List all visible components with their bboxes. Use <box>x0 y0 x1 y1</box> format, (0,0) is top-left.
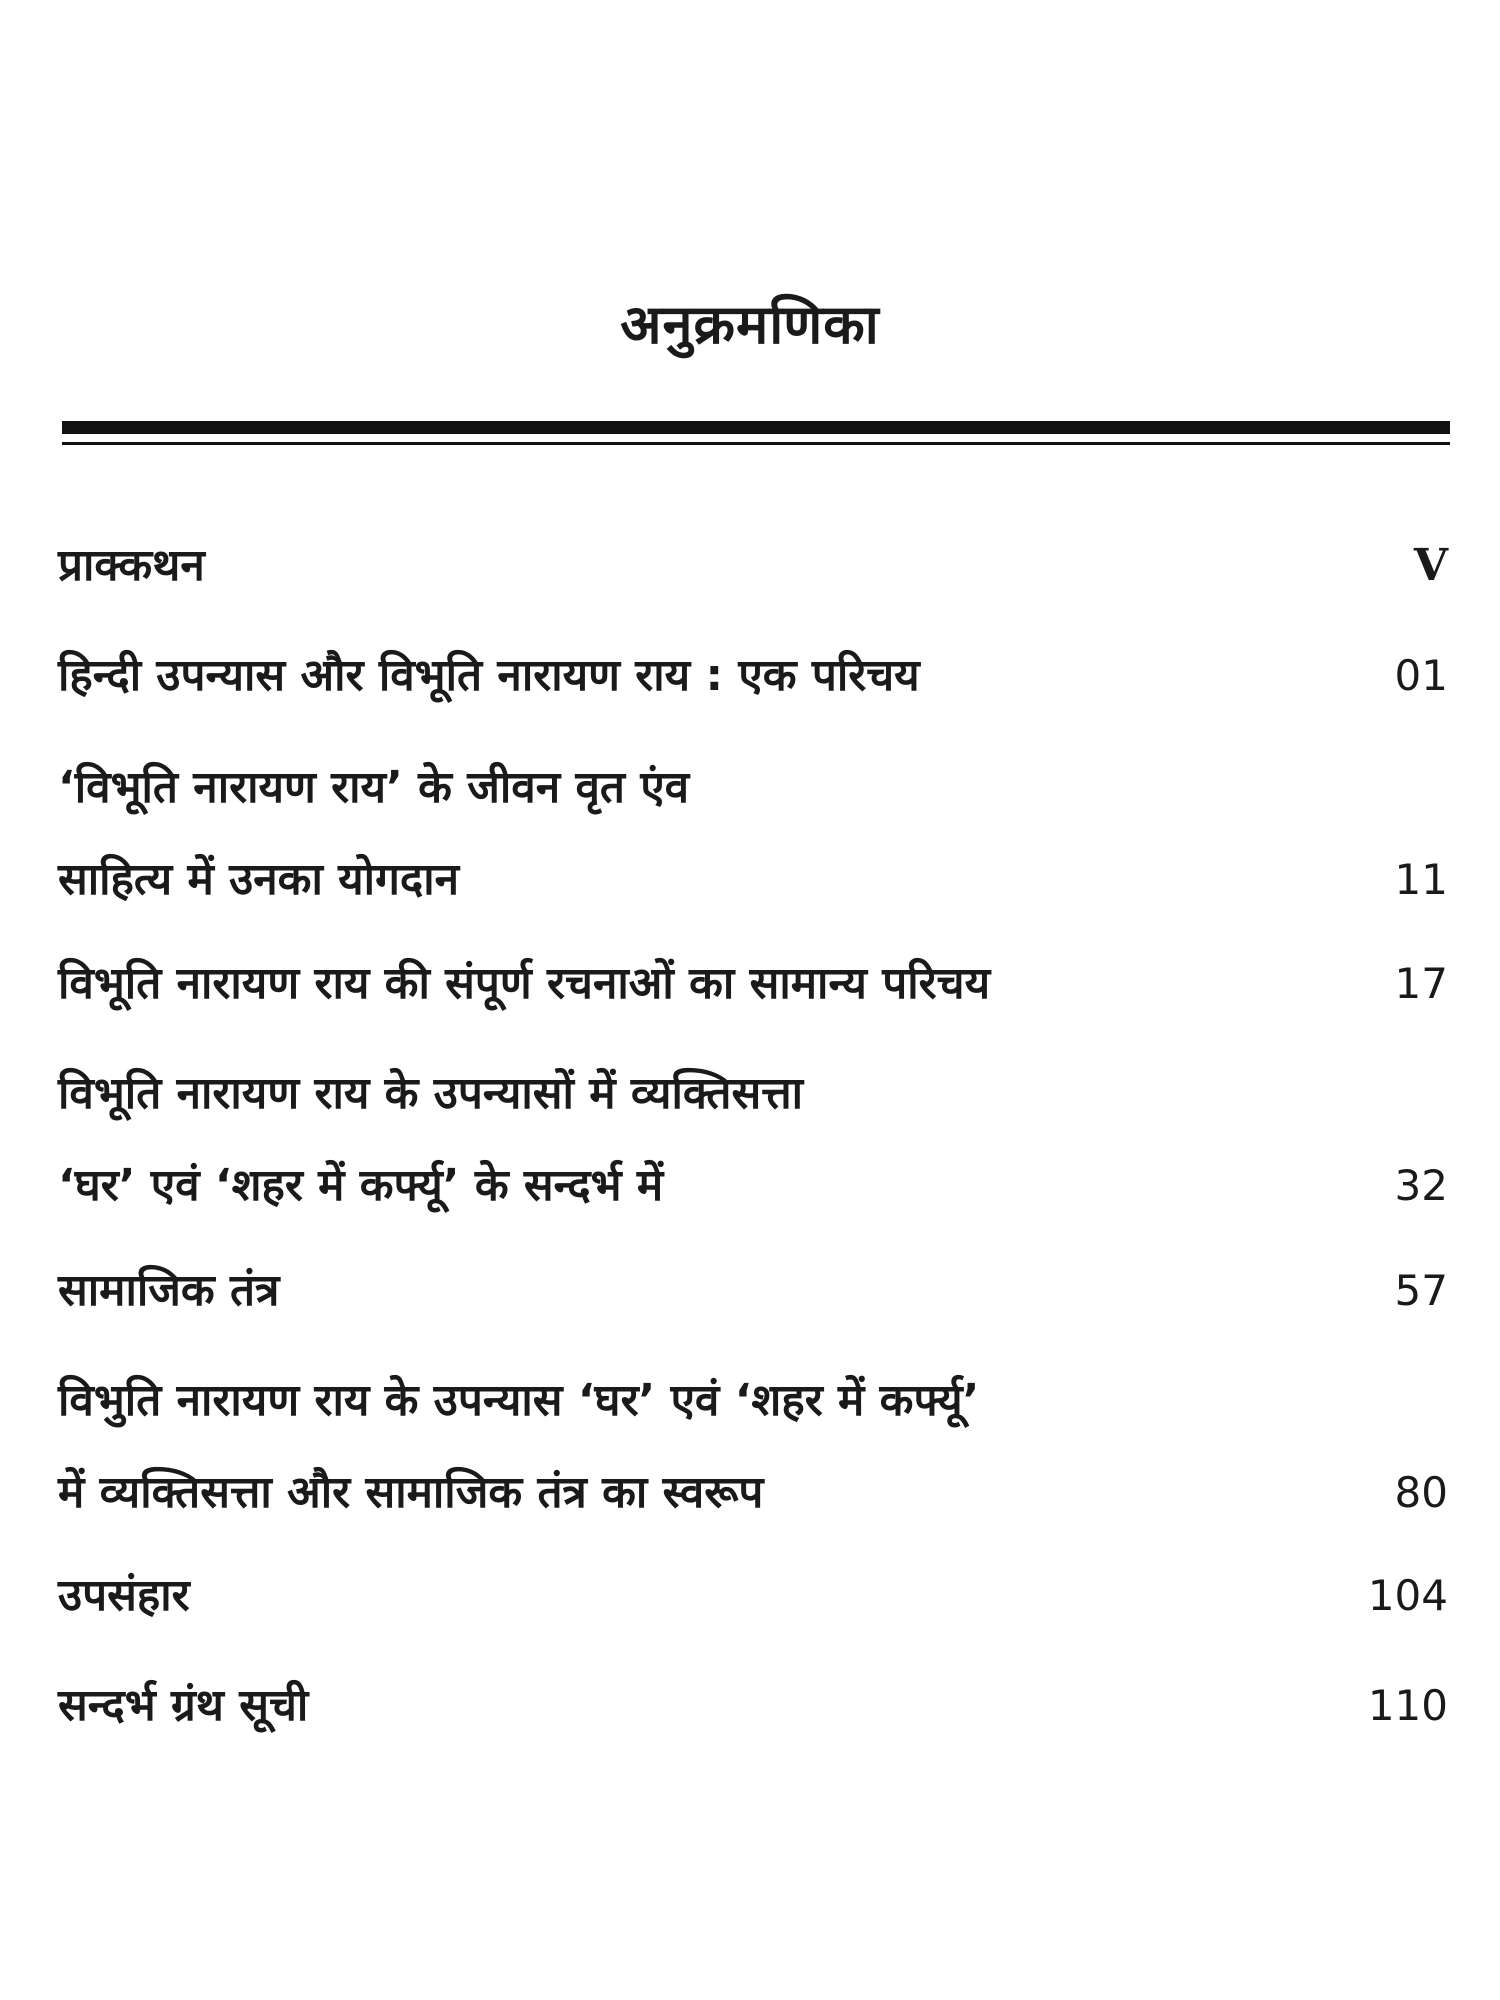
toc-entry-line: साहित्य में उनका योगदान <box>58 854 460 905</box>
toc-entry-preface[interactable] <box>58 520 1448 612</box>
toc-entry-line: उपसंहार <box>58 1570 190 1621</box>
toc-page-number: 80 <box>1394 1468 1448 1517</box>
toc-entry-line: सन्दर्भ ग्रंथ सूची <box>58 1680 309 1731</box>
toc-entry-conclusion[interactable] <box>58 1550 1448 1642</box>
toc-entry-line: प्राक्कथन <box>58 540 205 591</box>
toc-entry-line: हिन्दी उपन्यास और विभूति नारायण राय : एक परिचय <box>58 650 920 701</box>
toc-page-number: 57 <box>1394 1266 1448 1315</box>
toc-page-number: 110 <box>1367 1681 1448 1730</box>
toc-entry-works-overview[interactable] <box>58 938 1448 1030</box>
toc-entry-line: सामाजिक तंत्र <box>58 1265 280 1316</box>
toc-page-number: 104 <box>1367 1571 1448 1620</box>
toc-entry-line: ‘घर’ एवं ‘शहर में कर्फ्यू’ के सन्दर्भ में <box>58 1160 664 1211</box>
toc-entry-line: विभूति नारायण राय की संपूर्ण रचनाओं का सामान्य परिचय <box>58 958 991 1009</box>
toc-page-number: 11 <box>1394 855 1448 904</box>
toc-entry-biography[interactable] <box>58 742 1448 926</box>
toc-page-number: 17 <box>1394 959 1448 1008</box>
toc-entry-line: विभूति नारायण राय के उपन्यासों में व्यक्तिसत्ता <box>58 1068 804 1119</box>
toc-entry-social-system[interactable] <box>58 1245 1448 1337</box>
toc-page-number: 32 <box>1394 1161 1448 1210</box>
toc-entry-novels-analysis[interactable] <box>58 1355 1448 1539</box>
toc-entry-line: विभुति नारायण राय के उपन्यास ‘घर’ एवं ‘शहर में कर्फ्यू’ <box>58 1375 980 1426</box>
title-rule-thick <box>62 421 1450 434</box>
toc-entry-bibliography[interactable] <box>58 1660 1448 1752</box>
page-title: अनुक्रमणिका <box>620 293 880 356</box>
toc-entry-line: में व्यक्तिसत्ता और सामाजिक तंत्र का स्वरूप <box>58 1467 764 1518</box>
toc-entry-introduction[interactable] <box>58 630 1448 722</box>
toc-entry-line: ‘विभूति नारायण राय’ के जीवन वृत एंव <box>58 762 690 813</box>
toc-page-number: 01 <box>1394 651 1448 700</box>
title-rule-thin <box>62 442 1450 445</box>
toc-entry-individuality[interactable] <box>58 1048 1448 1232</box>
toc-page-number: V <box>1413 540 1448 591</box>
